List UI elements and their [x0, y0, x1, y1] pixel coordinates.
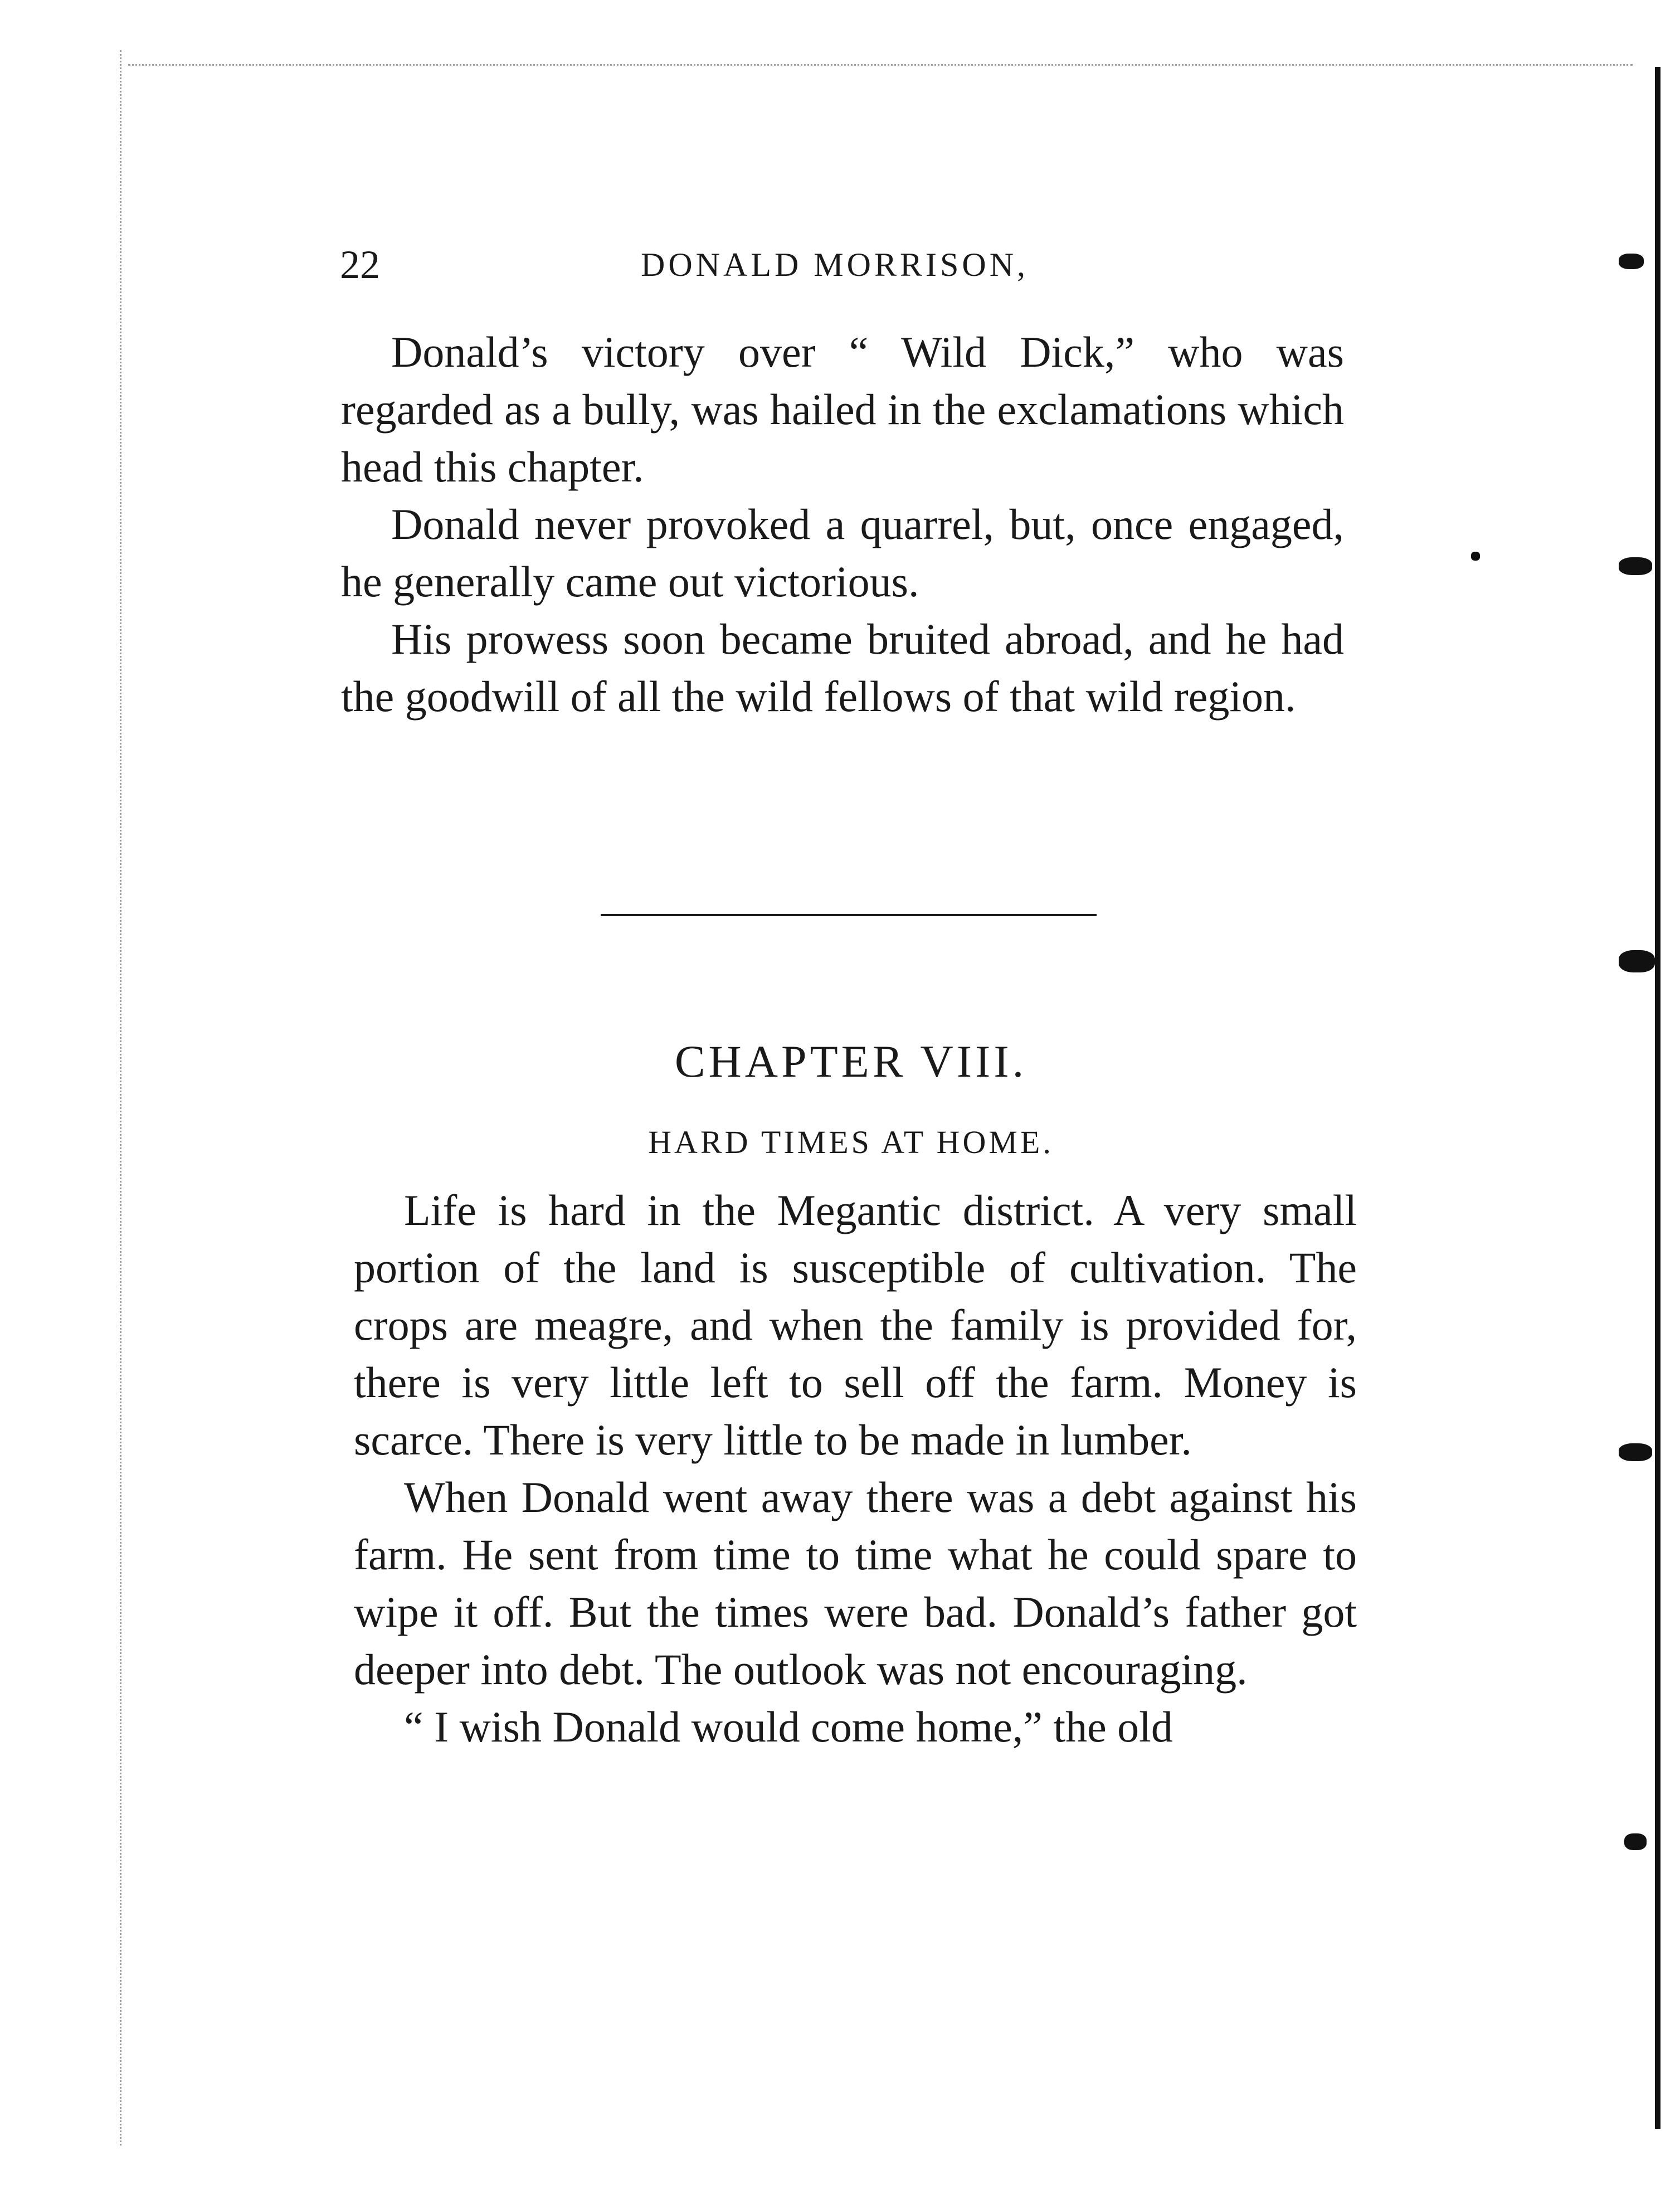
ink-blot [1619, 557, 1652, 575]
chapter-subtitle: HARD TIMES AT HOME. [648, 1124, 1054, 1160]
ink-blot [1471, 552, 1480, 561]
running-head [340, 240, 1387, 290]
paragraph: Life is hard in the Megantic district. A very small portion of the land is susceptible of cultivation. The crops are meagre, and when the family is provided for, there is very little left to sell off the farm. Money is scarce. There is very little to be made in lumber. [354, 1186, 1357, 1464]
ink-blot [1619, 950, 1655, 972]
running-title: DONALD MORRISON, [641, 246, 1029, 283]
paragraph: Donald’s victory over “ Wild Dick,” who was regarded as a bully, was hailed in the exclamations which head this chapter. [341, 328, 1344, 491]
scan-edge-left [120, 50, 144, 2146]
scan-edge-right [1638, 67, 1660, 2129]
ink-blot [1619, 254, 1644, 269]
chapter-body-text [354, 1181, 1357, 1755]
paragraph: Donald never provoked a quarrel, but, once engaged, he generally came out victorious. [341, 500, 1344, 606]
paragraph: His prowess soon became bruited abroad, and he had the goodwill of all the wild fellows of that wild region. [341, 615, 1344, 721]
paragraph: “ I wish Donald would come home,” the old [404, 1702, 1173, 1751]
ink-blot [1624, 1833, 1647, 1850]
ink-blot [1619, 1443, 1652, 1461]
page-number: 22 [340, 242, 380, 287]
section-end-text [341, 323, 1344, 725]
section-divider [601, 914, 1097, 916]
chapter-heading: CHAPTER VIII. [674, 1036, 1028, 1087]
scan-edge-top [128, 64, 1633, 67]
paragraph: When Donald went away there was a debt against his farm. He sent from time to time what he could spare to wipe it off. But the times were bad. Donald’s father got deeper into debt. The outlook was not encouraging. [354, 1473, 1357, 1694]
